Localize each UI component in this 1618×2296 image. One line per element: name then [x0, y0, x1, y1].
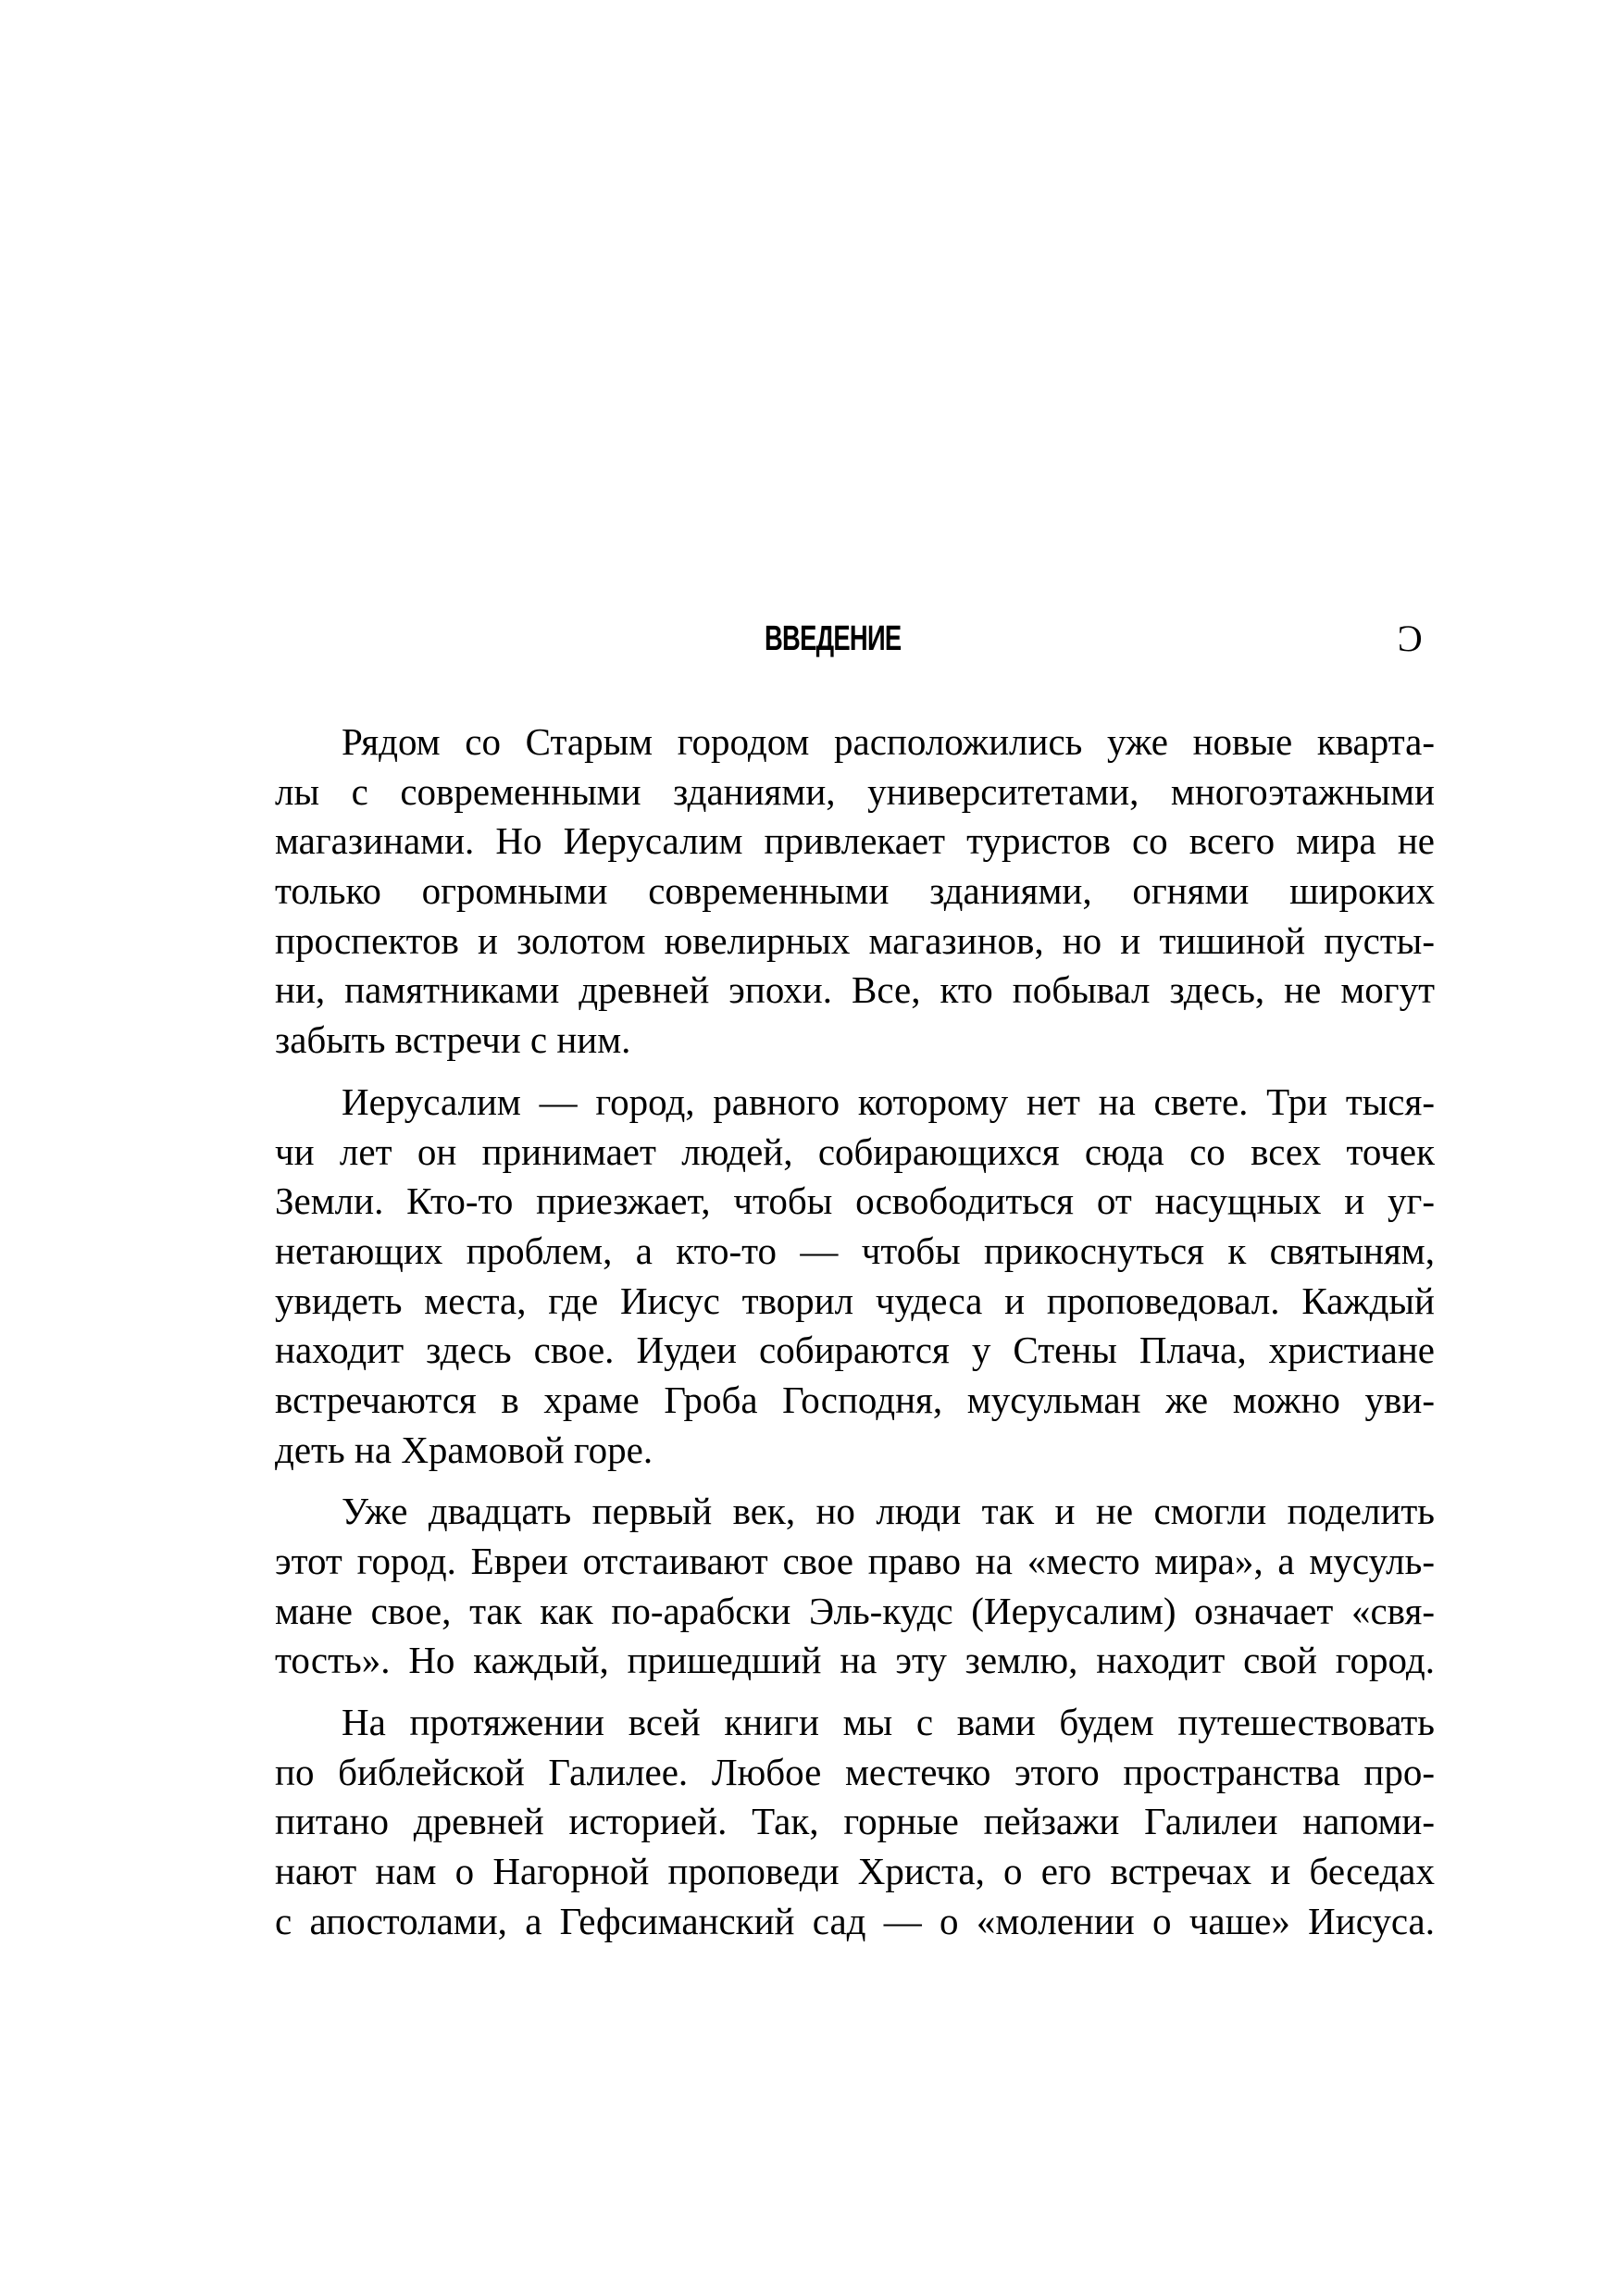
- text-line: Уже двадцать первый век, но люди так и не смогли поделить: [342, 1490, 1435, 1533]
- running-title: ВВЕДЕНИЕ: [765, 619, 902, 658]
- running-head: [0, 611, 1618, 667]
- text-line: лы с современными зданиями, университетами, многоэтажными: [275, 769, 1435, 813]
- text-line: питано древней историей. Так, горные пейзажи Галилеи напоми-: [275, 1800, 1435, 1843]
- text-line: чи лет он принимает людей, собирающихся сюда со всех точек: [275, 1129, 1435, 1173]
- page-number: Ͻ: [1398, 618, 1423, 659]
- text-line: забыть встречи с ним.: [275, 1018, 631, 1062]
- text-line: по библейской Галилее. Любое местечко этого пространства про-: [275, 1750, 1435, 1793]
- text-line: встречаются в храме Гроба Господня, мусульман же можно уви-: [275, 1378, 1435, 1421]
- text-line: мане свое, так как по-арабски Эль-кудс (Иерусалим) означает «свя-: [275, 1589, 1435, 1632]
- text-line: увидеть места, где Иисус творил чудеса и проповедовал. Каждый: [275, 1279, 1435, 1322]
- text-line: ни, памятниками древней эпохи. Все, кто побывал здесь, не могут: [275, 968, 1435, 1012]
- paragraph-3: [275, 1487, 1435, 1686]
- text-line: находит здесь свое. Иудеи собираются у Стены Плача, христиане: [275, 1329, 1435, 1372]
- text-line: Рядом со Старым городом расположились уже новые кварта-: [342, 720, 1435, 763]
- text-line: Земли. Кто-то приезжает, чтобы освободиться от насущных и уг-: [275, 1179, 1435, 1223]
- text-line: деть на Храмовой горе.: [275, 1428, 653, 1471]
- body-text: [275, 718, 1435, 1947]
- text-line: только огромными современными зданиями, огнями широких: [275, 869, 1435, 913]
- text-line: нают нам о Нагорной проповеди Христа, о его встречах и беседах: [275, 1850, 1435, 1893]
- text-line: проспектов и золотом ювелирных магазинов, но и тишиной пусты-: [275, 918, 1435, 962]
- text-line: этот город. Евреи отстаивают свое право на «место мира», а мусуль-: [275, 1540, 1435, 1582]
- text-line: магазинами. Но Иерусалим привлекает туристов со всего мира не: [275, 819, 1435, 863]
- text-line: Иерусалим — город, равного которому нет на свете. Три тыся-: [342, 1079, 1435, 1123]
- text-line: нетающих проблем, а кто-то — чтобы прикоснуться к святыням,: [275, 1229, 1435, 1272]
- text-line: На протяжении всей книги мы с вами будем путешествовать: [342, 1701, 1435, 1744]
- text-line: тость». Но каждый, пришедший на эту землю, находит свой город.: [275, 1639, 1435, 1682]
- text-line: с апостолами, а Гефсиманский сад — о «молении о чаше» Иисуса.: [275, 1899, 1435, 1942]
- paragraph-4: [275, 1698, 1435, 1946]
- paragraph-2: [275, 1078, 1435, 1476]
- paragraph-1: [275, 718, 1435, 1066]
